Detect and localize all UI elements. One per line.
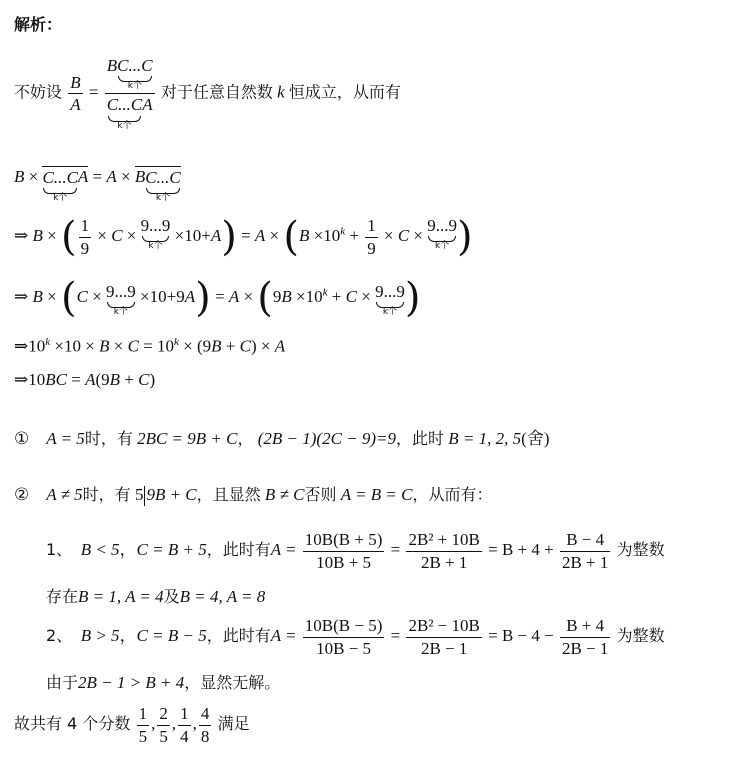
conclusion: 故共有 4 个分数 $\frac{1}{5}$ , $\frac{2}{5}$ , $\frac{1}{4}$ , $\frac{4}{8}$ 满足 [14,704,250,746]
derivation-step-3: ⇒ B × (C × 9...9 k个 $\times 10+9A) = A \times (9B \times 10^k + C$ × 9...9 k个 ) [14,275,421,321]
derivation-step-1: B × C...C k个 A = A × B C...C k个 [14,167,181,204]
subcase-1: 1、 B < 5，C = B + 5，此时有A = $\frac{10B(B + 5)}{10B + 5}$ = $\frac{\text{2B² + 10B}}{2B + 1}$ = B + 4 + $\frac{B - 4}{2B + 1}$ 为整数 [46,530,665,572]
intro-line: 不妨设 $\frac{B}{A}$ = B C...C k个 C...C k个 A 对于任意自然数 k 恒成立，从而有 [14,56,401,131]
subcase-2-result: 由于2B − 1 > B + 4，显然无解。 [46,673,281,692]
fraction-b-over-a: $\frac{B}{A}$ [70,72,81,115]
answer-fraction: $\frac{2}{5}$ [159,704,168,746]
derivation-step-4: $\Rightarrow 10^k \times 10 \times B \times C = 10^k \times (9B + C) \times A$ [14,336,286,356]
derivation-step-2: ⇒ B × ( $\frac{1}{9}$ × C × 9...9 k个 $\times 10+A) = A \times (B \times 10^k$ + $\frac{1}{9}$ × C × 9...9 k个 ) [14,214,473,261]
section-heading: 解析： [14,15,63,34]
answer-fraction: $\frac{1}{5}$ [138,704,148,746]
answer-fraction: $\frac{4}{8}$ [200,704,210,746]
subcase-2: 2、 B > 5，C = B − 5，此时有A = $\frac{10B(B - 5)}{10B - 5}$ = $\frac{\text{2B² − 10B}}{2B - 1}$ = B − 4 − $\frac{B + 4}{2B - 1}$ 为整数 [46,616,665,658]
case-2: ② A ≠ 5时，有 5 9B + C，且显然 B ≠ C否则 A = B = C，从而有： [14,482,493,506]
fraction-bcc-over-cca: B C...C k个 C...C k个 A [106,56,153,131]
derivation-step-5: ⇒10BC = A(9B + C) [14,370,156,389]
answer-fraction: $\frac{1}{4}$ [180,704,189,746]
subcase-1-result: 存在B = 1, A = 4及B = 4, A = 8 [46,587,266,606]
case-1: ① A = 5时，有 2BC = 9B + C， (2B − 1)(2C − 9)=9，此时 B = 1, 2, 5(舍) [14,429,550,448]
